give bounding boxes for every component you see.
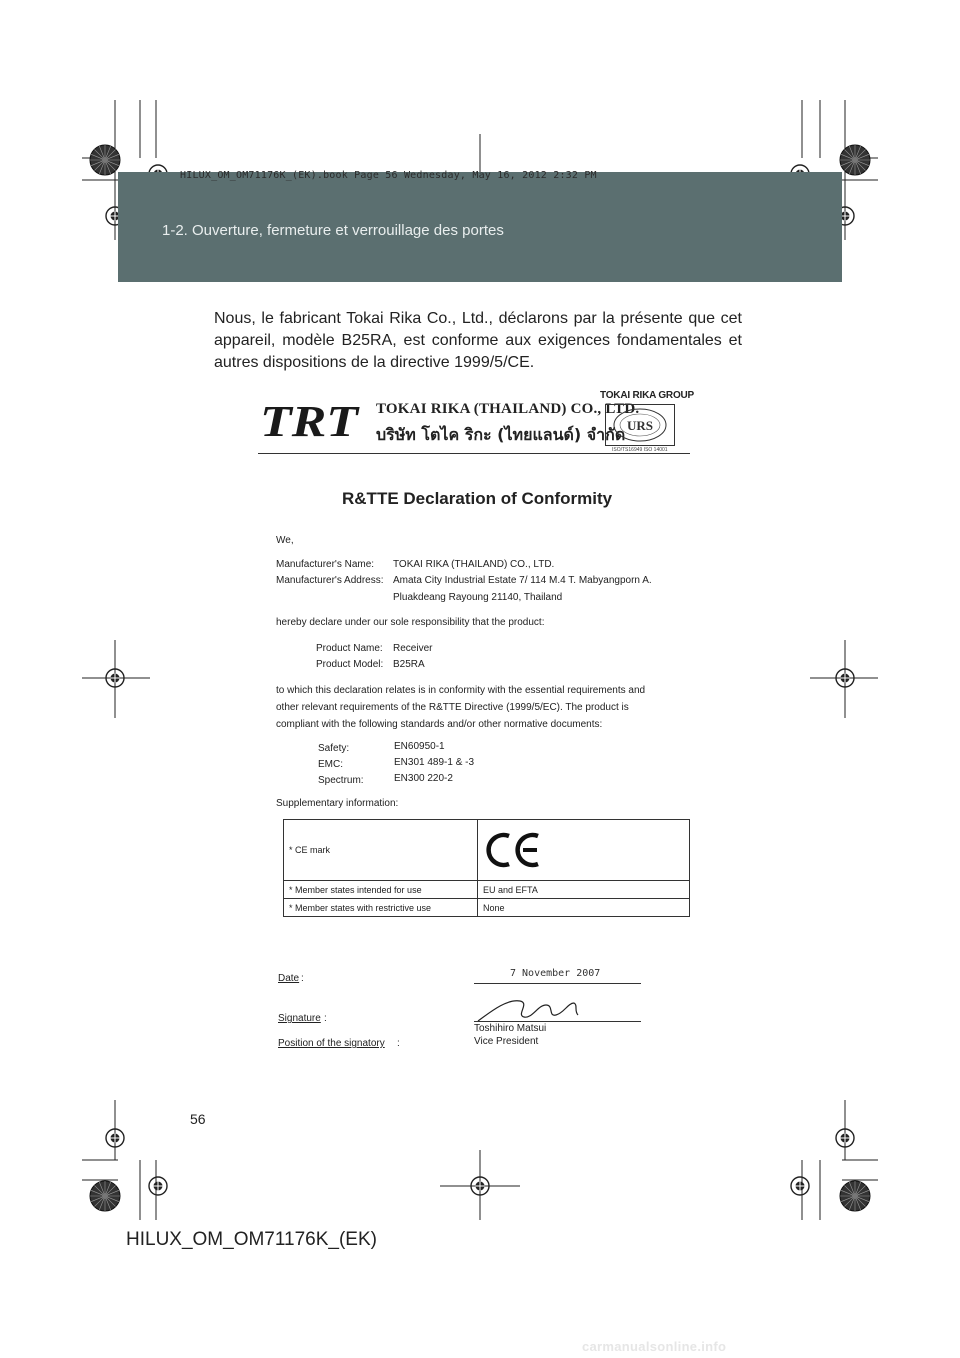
signatory-title: Vice President [474,1036,539,1047]
supplementary-info-table [283,819,690,917]
signature-colon: : [324,1013,327,1024]
intro-paragraph: Nous, le fabricant Tokai Rika Co., Ltd., déclarons par la présente que cet appareil, modèle B25RA, est conforme aux exigences fondamentales et autres dispositions de la directive 1999/5/CE. [214,310,742,371]
manufacturer-address-label: Manufacturer's Address: [276,575,384,586]
product-model-label: Product Model: [316,659,384,670]
we-text: We, [276,535,294,546]
manufacturer-name: TOKAI RIKA (THAILAND) CO., LTD. [393,559,555,570]
product-model: B25RA [393,659,425,670]
ce-mark-cell [478,820,690,881]
signature-label: Signature [278,1013,321,1024]
position-label: Position of the signatory [278,1038,385,1049]
book-info-line: HILUX_OM_OM71176K_(EK).book Page 56 Wednesday, May 16, 2012 2:32 PM [180,170,597,181]
table-cell-value: None [478,899,690,917]
standard-label: Spectrum: [318,775,364,786]
group-name: TOKAI RIKA GROUP [600,390,695,401]
standard-value: EN300 220-2 [394,773,453,784]
ce-mark-label: * CE mark [284,820,478,881]
document-code: HILUX_OM_OM71176K_(EK) [126,1229,377,1250]
page-number: 56 [190,1111,206,1127]
iso-certifications: ISO/TS16949 ISO 14001 [612,447,668,453]
conformity-statement: to which this declaration relates is in conformity with the essential requirements and other relevant requirements of the R&TTE Directive (1999/5/EC). The product is compliant with the following standards and/or other normative documents: [276,685,646,730]
table-cell-value: EU and EFTA [478,881,690,899]
standard-label: EMC: [318,759,343,770]
date-label: Date [278,973,300,984]
trt-logo-text: TRT [260,398,360,442]
seal-text: URS [626,418,654,433]
hereby-declare-text: hereby declare under our sole responsibility that the product: [276,617,545,628]
date-line [474,983,641,984]
product-name-label: Product Name: [316,643,383,654]
standard-label: Safety: [318,743,350,754]
trt-logo [258,398,360,442]
signatory-name: Toshihiro Matsui [474,1023,547,1034]
company-name-thai: บริษัท โตไค ริกะ (ไทยแลนด์) จำกัด [376,425,626,444]
supplementary-info-label: Supplementary information: [276,798,399,809]
ce-mark-icon [483,830,543,870]
table-row [284,899,690,917]
company-name-english: TOKAI RIKA (THAILAND) CO., LTD. [376,401,640,417]
declaration-title: R&TTE Declaration of Conformity [342,489,613,508]
manufacturer-address-line-2: Pluakdeang Rayoung 21140, Thailand [393,592,563,603]
signature-line [474,1021,641,1022]
letterhead-divider [258,453,690,454]
manufacturer-address-line-1: Amata City Industrial Estate 7/ 114 M.4 T. Mabyangporn A. [393,575,652,586]
certification-seal [605,404,675,446]
date-colon: : [301,973,304,984]
table-row [284,820,690,881]
manufacturer-name-label: Manufacturer's Name: [276,559,375,570]
table-row [284,881,690,899]
standard-value: EN60950-1 [394,741,445,752]
position-colon: : [397,1038,400,1049]
table-cell-label: * Member states intended for use [284,881,478,899]
date-value: 7 November 2007 [510,968,601,979]
table-cell-label: * Member states with restrictive use [284,899,478,917]
standard-value: EN301 489-1 & -3 [394,757,475,768]
section-title: 1-2. Ouverture, fermeture et verrouillage des portes [162,222,504,239]
product-name: Receiver [393,643,433,654]
watermark: carmanualsonline.info [582,1339,727,1354]
